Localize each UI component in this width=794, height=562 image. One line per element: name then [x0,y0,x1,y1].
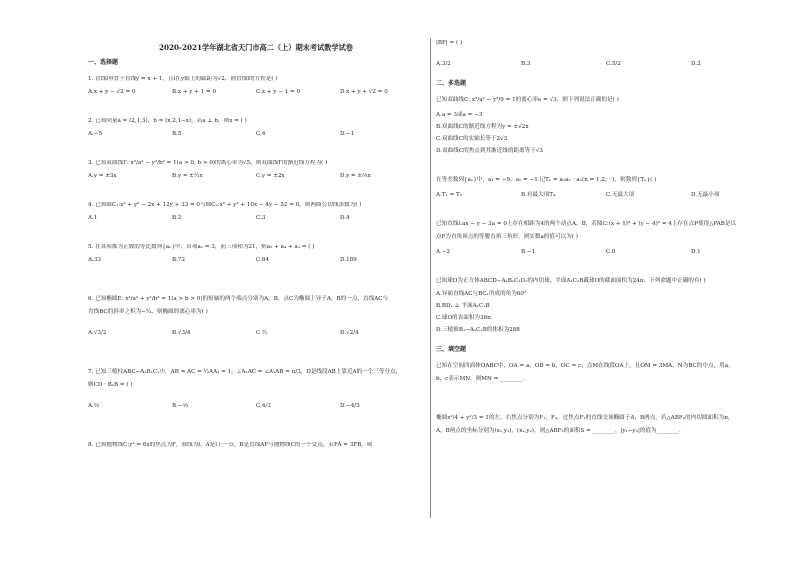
question-stem: 1. 直线l垂直于直线y = x + 1，且l在y轴上的截距为√2，则直线l的方程是( ) [88,76,278,82]
option-a: A.−5 [88,131,103,137]
option-b: B.5 [172,131,182,137]
question-stem-line1: 椭圆x²/4 + y²/3 = 1的左、右焦点分别为F₁，F₂，过焦点F₁的直线交该椭圆于A，B两点，若△ABF₂的内切圆面积为π， [436,415,734,421]
option-d: D.√2/4 [340,330,359,336]
question-8-continued [436,40,776,68]
option-c: C.5/2 [606,61,621,67]
question-4 [88,202,424,222]
option-a: A.−2 [436,249,451,255]
option-d: D.y = ±⅓x [340,173,371,179]
options-row [436,192,776,199]
option-d: D.三棱锥B₁−A₁C₁B的体积为288 [436,327,520,333]
options-row [88,131,424,138]
question-stem-line2: b，c表示MN，则MN = ________. [436,376,525,382]
option-d: D.−4/3 [340,403,360,409]
question-10 [436,177,776,199]
question-stem-line1: 6. 已知椭圆E: x²/a² + y²/b² = 1(a > b > 0)的短轴的两个端点分别为A，B，点C为椭圆上异于A，B的一点，直线AC与 [88,296,389,302]
right-column [436,40,776,439]
options-row [88,89,424,96]
option-c: C.4 [256,131,266,137]
option-d: D.4 [340,215,350,221]
option-c: C.x + y − 1 = 0 [256,89,301,95]
question-2 [88,118,424,138]
question-13 [436,363,776,383]
option-c: C.球O的表面积为36π [436,315,491,321]
option-d: D.x + y + √2 = 0 [340,89,388,95]
option-c: C.y = ±2x [256,173,285,179]
option-a: A.y = ±3x [88,173,117,179]
question-stem-line1: 7. 已知三棱柱ABC−A₁B₁C₁中，AB = AC = ½AA₁ = 1，∠A₁AC = ∠A₁AB = π/3，D是线段AB上靠近A的一个三等分点， [88,369,402,375]
question-stem-line1: 已知在空间四面体OABC中，OA = a，OB = b，OC = c，点M在线段OA上，且OM = 3MA，N为BC的中点，用a， [436,363,734,369]
option-b: B.2 [172,215,182,221]
question-stem: 5. 在各项都为正数的等比数列{aₙ}中，首项a₁ = 3，前三项和为21，则a₃ + a₄ + a₅ = ( ) [88,244,315,250]
options-row [88,215,424,222]
question-9 [436,97,776,155]
options-list [436,112,776,155]
section-heading-multi: 二、多选题 [436,80,467,87]
option-a: A.T₁ = T₂ [436,192,463,198]
option-b: B.3 [521,61,531,67]
option-b: B.72 [172,257,186,263]
option-d: D.双曲线C的焦点到其渐近线的距离等于√3 [436,148,543,154]
question-stem: |BF| = ( ) [436,40,463,46]
question-3 [88,160,424,180]
option-a: A.x + y − √2 = 0 [88,89,136,95]
options-row [88,173,424,180]
option-c: C.3 [256,215,266,221]
question-stem-line2: 直线BC的斜率之积为−¼，则椭圆的离心率为( ) [88,309,208,315]
question-stem: 已知双曲线C: x²/a² − y²/9 = 1的离心率e = √3，则下列说法正确的是( ) [436,97,619,103]
question-stem: 已知球O为正方体ABCD−A₁B₁C₁D₁的内切球，平面A₁C₁B截球O的截面面积为24π，下列命题中正确的有( ) [436,278,706,284]
option-c: C.0 [606,249,616,255]
option-a: A.3/2 [436,61,451,67]
option-a: A.异面直线AC与BC₁所成的角为60° [436,291,527,297]
question-stem: 3. 已知双曲线Γ: x²/a² − y²/b² = 1(a > 0, b > 0)的离心率为√5，则双曲线Γ的渐近线方程为( ) [88,160,328,166]
option-a: A.√3/2 [88,330,107,336]
option-d: D.−1 [340,131,355,137]
option-b: B.BD₁ ⊥ 平面A₁C₁B [436,303,490,309]
section-heading-fill: 三、填空题 [436,346,467,353]
option-b: B.√3/4 [172,330,191,336]
option-b: B.有最大项T₄ [521,192,556,198]
option-d: D.2 [691,61,701,67]
question-12 [436,278,776,334]
option-b: B.y = ±½x [172,173,203,179]
question-stem: 4. 已知圆C₁:x² + y² − 2x + 12y + 33 = 0与圆C₂:x² + y² + 10x − 4y − 52 = 0，则两圆公切线条数为( ) [88,202,362,208]
question-stem: 在等差数列{aₙ}中，a₁ = −9，a₅ = −1.记Tₙ = a₁a₂⋯aₙ(n = 1,2,⋯)，则数列{Tₙ}( ) [436,177,657,183]
question-6 [88,296,424,337]
options-list [436,291,776,334]
options-row [436,61,776,68]
column-divider [430,38,431,518]
option-d: D.无最小项 [691,192,720,198]
question-stem-line2: A，B两点的坐标分别为(x₁,y₁)，(x₂,y₂)，则△ABF₂的面积S = ________，|y₁−y₂|的值为________. [436,428,681,434]
question-stem: 8. 已知抛物线C:y² = 6x的焦点为F，准线为l，A是l上一点，B是直线AF与抛物线C的一个交点，若FA = 3FB，则 [88,442,373,448]
question-11 [436,221,776,256]
option-d: D.189 [340,257,357,263]
option-c: C.84 [256,257,269,263]
question-stem-line2: 则CD · B₁B = ( ) [88,382,133,388]
question-stem-line1: 已知直线l:ax − y − 3a = 0上存在相距为4的两个动点A，B，若圆C:(x + 1)² + (y − 4)² = 4上存在点P使得△PAB是以 [436,221,737,227]
option-b: B.−⅔ [172,403,188,409]
option-b: B.−1 [521,249,536,255]
left-column [88,38,424,453]
option-c: C.½ [256,330,268,336]
option-c: C.双曲线C的实轴长等于2√3 [436,136,508,142]
options-row [88,403,424,410]
option-d: D.1 [691,249,701,255]
question-stem: 2. 已知向量a = (2,1,3)，b = (x,2,1−x)，若a ⊥ b，则x = ( ) [88,118,247,124]
option-b: B.双曲线C的渐近线方程为y = ±√2x [436,124,529,130]
option-a: A.33 [88,257,101,263]
option-b: B.x + y + 1 = 0 [172,89,217,95]
option-c: C.4/3 [256,403,271,409]
question-7 [88,369,424,410]
question-stem-line2: 点P为直角顶点的等腰直角三角形，则实数a的值可以为( ) [436,234,578,240]
exam-title: 2020-2021学年湖北省天门市高二（上）期末考试数学试卷 [159,43,353,52]
question-14 [436,415,776,435]
question-5 [88,244,424,264]
option-a: A.1 [88,215,98,221]
question-8 [88,442,424,449]
options-row [88,257,424,264]
option-a: A.⅔ [88,403,100,409]
question-1 [88,76,424,96]
options-row [436,249,776,256]
options-row [88,330,424,337]
option-a: A.a = 3或a = −3 [436,112,483,118]
option-c: C.无最大项 [606,192,635,198]
section-heading-choice: 一、选择题 [88,59,119,66]
